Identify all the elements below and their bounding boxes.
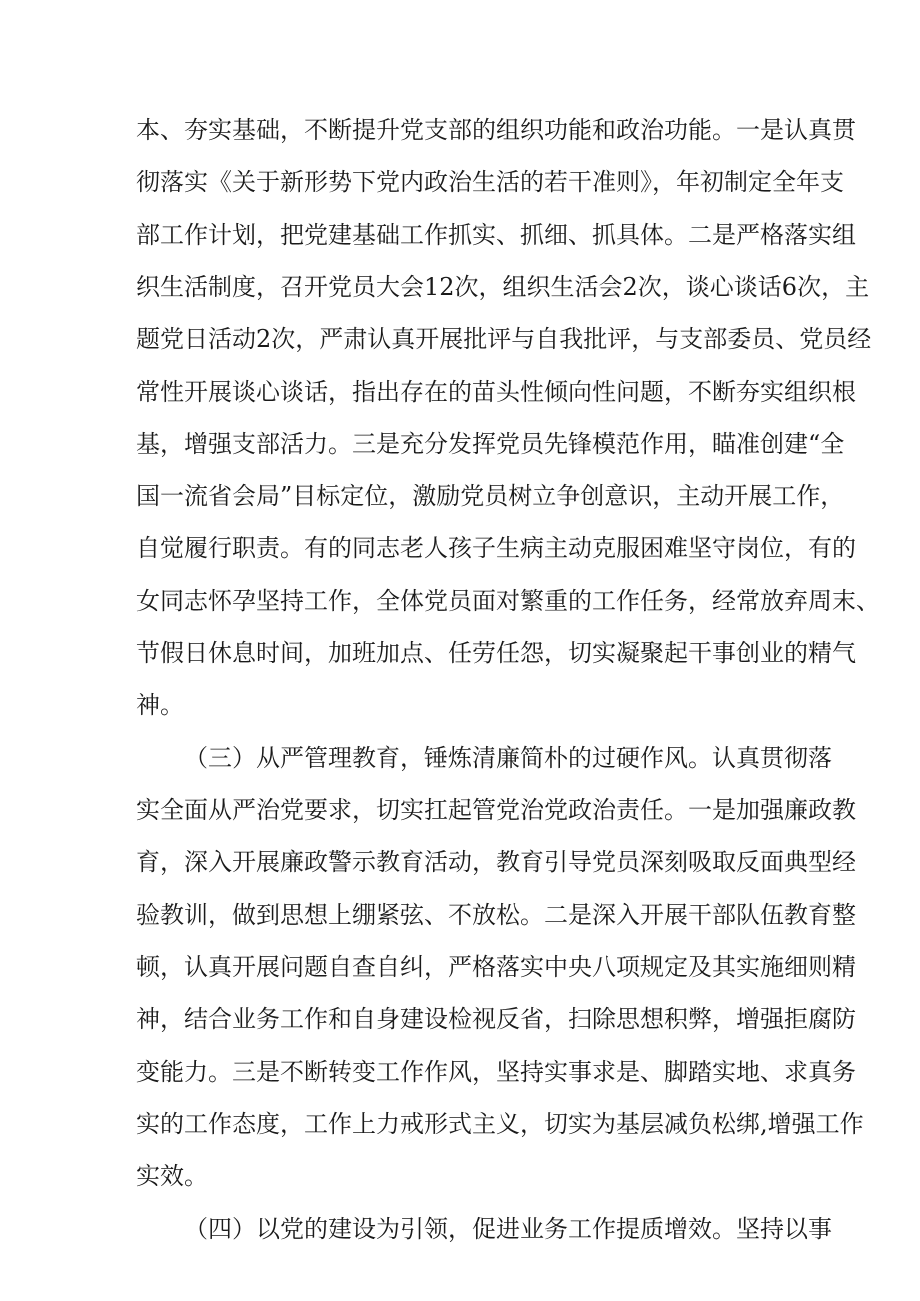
text-line: 节假日休息时间，加班加点、任劳任怨，切实凝聚起干事创业的精气	[136, 639, 856, 667]
text-line: 彻落实《关于新形势下党内政治生活的若干准则》，年初制定全年支	[136, 168, 844, 196]
text-line: 实效。	[136, 1162, 208, 1190]
text-line: 实的工作态度，工作上力戒形式主义，切实为基层减负松绑,增强工作	[136, 1110, 864, 1138]
text-line: 验教训，做到思想上绷紧弦、不放松。二是深入开展干部队伍教育整	[136, 901, 856, 929]
text-line: 本、夯实基础，不断提升党支部的组织功能和政治功能。一是认真贯	[136, 116, 856, 144]
text-line: 题党日活动2次，严肃认真开展批评与自我批评，与支部委员、党员经	[136, 325, 872, 353]
section-heading-line: （四）以党的建设为引领，促进业务工作提质增效。坚持以事	[184, 1215, 832, 1243]
text-line: 神。	[136, 691, 184, 719]
text-line: 织生活制度，召开党员大会12次，组织生活会2次，谈心谈话6次，主	[136, 273, 870, 301]
text-line: 育，深入开展廉政警示教育活动，教育引导党员深刻吸取反面典型经	[136, 848, 856, 876]
text-line: 女同志怀孕坚持工作，全体党员面对繁重的工作任务，经常放弃周末、	[136, 587, 880, 615]
text-line: 自觉履行职责。有的同志老人孩子生病主动克服困难坚守岗位，有的	[136, 534, 856, 562]
text-line: 变能力。三是不断转变工作作风，坚持实事求是、脚踏实地、求真务	[136, 1058, 856, 1086]
text-line: 常性开展谈心谈话，指出存在的苗头性倾向性问题，不断夯实组织根	[136, 378, 856, 406]
text-line: 部工作计划，把党建基础工作抓实、抓细、抓具体。二是严格落实组	[136, 221, 856, 249]
text-line: 基，增强支部活力。三是充分发挥党员先锋模范作用，瞄准创建“全	[136, 430, 845, 458]
text-line: 实全面从严治党要求，切实扛起管党治党政治责任。一是加强廉政教	[136, 796, 856, 824]
text-line: 神，结合业务工作和自身建设检视反省，扫除思想积弊，增强拒腐防	[136, 1005, 856, 1033]
text-line: 国一流省会局”目标定位，激励党员树立争创意识，主动开展工作，	[136, 482, 845, 510]
text-line: 顿，认真开展问题自查自纠，严格落实中央八项规定及其实施细则精	[136, 953, 856, 981]
section-heading-line: （三）从严管理教育，锤炼清廉简朴的过硬作风。认真贯彻落	[184, 744, 832, 772]
